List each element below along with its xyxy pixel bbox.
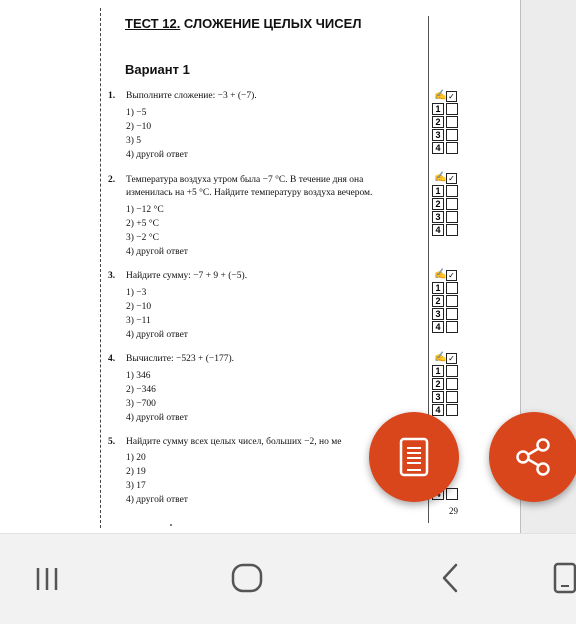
pen-icon: ✍ <box>434 172 447 183</box>
option: 4) другой ответ <box>126 150 188 160</box>
option: 2) 19 <box>126 467 146 477</box>
answer-box[interactable] <box>446 185 458 197</box>
check-icon: ✓ <box>446 91 457 102</box>
screen-toggle-button[interactable] <box>542 558 576 598</box>
check-icon: ✓ <box>446 353 457 364</box>
option: 1) −3 <box>126 288 147 298</box>
answer-box[interactable] <box>446 142 458 154</box>
document-page: ТЕСТ 12. СЛОЖЕНИЕ ЦЕЛЫХ ЧИСЕЛ Вариант 1 1. Выполните сложение: −3 + (−7). 1) −5 2) −10 3) 5 4) другой ответ 2. Температура воздуха утром была −7 °С. В течение дня она изменилась на +5 °С. Найдите температуру воздуха вечером. 1) −12 °С 2) +5 °С 3) −2 °С 4) другой ответ 3. Найдите сумму: −7 + 9 + (−5). 1) −3 2) −10 3) −11 4) другой ответ 4. Вычислите: −523 + (−177). 1) 346 2) −346 3) −700 4) другой ответ 5. Найдите сумму всех целых чисел, больших −2, но ме 1) 20 2) 19 3) 17 4) другой ответ ✍ ✓ 1 2 3 4 ✍ ✓ 1 2 3 4 ✍ ✓ 1 2 3 4 ✍ ✓ 1 2 3 4 29 <box>0 0 520 533</box>
home-button[interactable] <box>227 558 267 598</box>
answer-grid-2: ✍ ✓ 1 2 3 4 <box>432 173 460 237</box>
page-speck <box>170 524 172 526</box>
page-number: 29 <box>449 506 458 516</box>
option: 4) другой ответ <box>126 413 188 423</box>
answer-box[interactable] <box>446 295 458 307</box>
back-icon <box>438 561 462 595</box>
option: 3) −2 °С <box>126 233 159 243</box>
question-text: Температура воздуха утром была −7 °С. В течение дня она <box>126 175 364 185</box>
home-icon <box>230 561 264 595</box>
check-icon: ✓ <box>446 173 457 184</box>
recent-apps-icon <box>32 563 62 593</box>
answer-box[interactable] <box>446 116 458 128</box>
pen-icon: ✍ <box>434 269 447 280</box>
cut-line <box>100 8 101 528</box>
pen-icon: ✍ <box>434 352 447 363</box>
answer-grid-3: ✍ ✓ 1 2 3 4 <box>432 270 460 334</box>
option: 2) +5 °С <box>126 219 159 229</box>
navigation-bar <box>0 533 576 624</box>
option: 2) −346 <box>126 385 156 395</box>
screen-toggle-icon <box>547 561 576 595</box>
question-text-line2: изменилась на +5 °С. Найдите температуру воздуха вечером. <box>126 188 373 198</box>
answer-box[interactable] <box>446 378 458 390</box>
share-fab-button[interactable] <box>489 412 576 502</box>
option: 2) −10 <box>126 122 152 132</box>
option: 4) другой ответ <box>126 247 188 257</box>
share-icon <box>513 436 555 478</box>
document-fab-button[interactable] <box>369 412 459 502</box>
variant-heading: Вариант 1 <box>125 62 190 77</box>
answer-box[interactable] <box>446 103 458 115</box>
question-text: Выполните сложение: −3 + (−7). <box>126 91 257 101</box>
option: 4) другой ответ <box>126 495 188 505</box>
answer-box[interactable] <box>446 488 458 500</box>
option: 1) −12 °С <box>126 205 164 215</box>
pen-icon: ✍ <box>434 90 447 101</box>
question-text: Найдите сумму: −7 + 9 + (−5). <box>126 271 248 281</box>
option: 1) 346 <box>126 371 151 381</box>
option: 4) другой ответ <box>126 330 188 340</box>
option: 3) 5 <box>126 136 142 146</box>
option: 2) −10 <box>126 302 152 312</box>
answer-box[interactable] <box>446 404 458 416</box>
document-icon <box>399 437 429 477</box>
option: 3) 17 <box>126 481 146 491</box>
answer-box[interactable] <box>446 198 458 210</box>
answer-box[interactable] <box>446 308 458 320</box>
option: 3) −700 <box>126 399 156 409</box>
recent-apps-button[interactable] <box>27 558 67 598</box>
answer-box[interactable] <box>446 282 458 294</box>
answer-box[interactable] <box>446 321 458 333</box>
option: 1) 20 <box>126 453 146 463</box>
answer-box[interactable] <box>446 391 458 403</box>
answer-grid-4: ✍ ✓ 1 2 3 4 <box>432 353 460 417</box>
option: 3) −11 <box>126 316 151 326</box>
option: 1) −5 <box>126 108 147 118</box>
answer-box[interactable] <box>446 365 458 377</box>
test-title: ТЕСТ 12. СЛОЖЕНИЕ ЦЕЛЫХ ЧИСЕЛ <box>125 16 362 31</box>
answer-box[interactable] <box>446 211 458 223</box>
back-button[interactable] <box>430 558 470 598</box>
check-icon: ✓ <box>446 270 457 281</box>
question-text: Найдите сумму всех целых чисел, больших −2, но ме <box>126 437 342 447</box>
answer-box[interactable] <box>446 224 458 236</box>
answer-box[interactable] <box>446 129 458 141</box>
answer-grid-1: ✍ ✓ 1 2 3 4 <box>432 91 460 155</box>
question-text: Вычислите: −523 + (−177). <box>126 354 235 364</box>
